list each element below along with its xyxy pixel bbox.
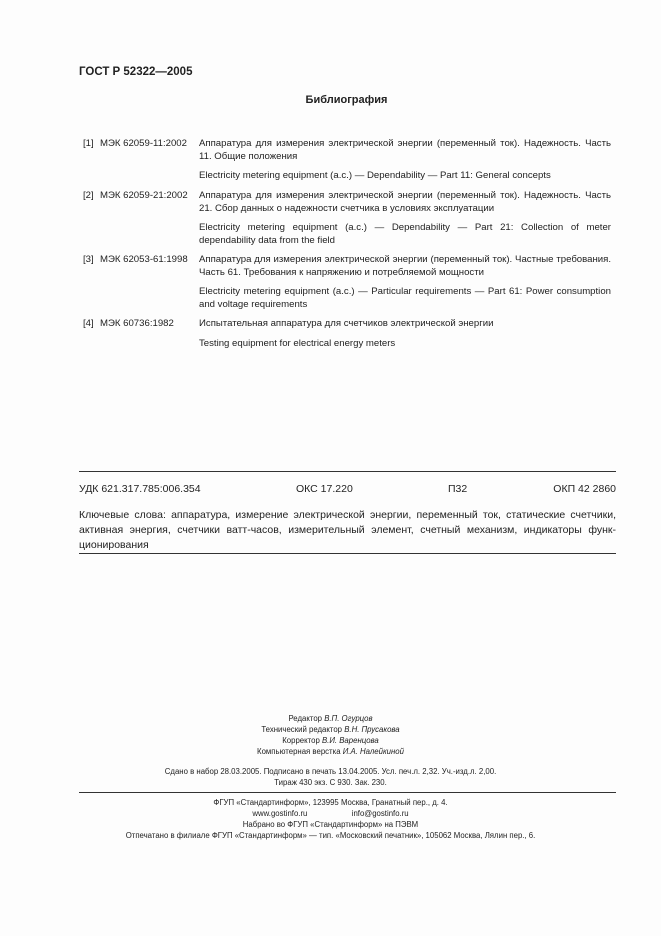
entry-title-en: Electricity metering equipment (a.c.) — Dependability — Part 11: General concepts	[199, 170, 551, 181]
publisher-contacts	[0, 808, 661, 819]
oks-code: ОКС 17.220	[296, 483, 353, 495]
divider-top	[79, 471, 616, 472]
entry-standard-code: МЭК 62059-21:2002	[100, 190, 188, 201]
publisher-website: www.gostinfo.ru	[252, 809, 308, 818]
bibliography-entry	[83, 254, 611, 311]
bibliography-title: Библиография	[305, 94, 388, 106]
entry-number: [4]	[83, 318, 94, 329]
entry-standard-code: МЭК 60736:1982	[100, 318, 174, 329]
staff-credits	[0, 713, 661, 757]
entry-title-en: Testing equipment for electrical energy meters	[199, 337, 396, 349]
publisher-email: info@gostinfo.ru	[351, 809, 409, 818]
group-code: П32	[448, 483, 468, 495]
staff-line: Редактор В.П. Огурцов	[288, 714, 373, 723]
entry-standard-code: МЭК 62053-61:1998	[100, 254, 188, 265]
staff-line: Корректор В.И. Варенцова	[282, 736, 379, 745]
entry-title-ru: Испытательная аппаратура для счетчиков электрической энергии	[199, 318, 494, 329]
entry-number: [2]	[83, 190, 94, 201]
staff-line: Компьютерная верстка И.А. Налейкиной	[257, 747, 404, 756]
entry-standard-code: МЭК 62059-11:2002	[100, 138, 187, 149]
publisher-address: ФГУП «Стандартинформ», 123995 Москва, Гранатный пер., д. 4.	[213, 798, 448, 807]
entry-number: [3]	[83, 254, 94, 265]
entry-title-en: Electricity metering equipment (a.c.) — Particular requirements — Part 61: Power consumption and voltage requirements	[199, 286, 611, 310]
udk-code: УДК 621.317.785:006.354	[79, 483, 201, 495]
print-info-line: Сдано в набор 28.03.2005. Подписано в печать 13.04.2005. Усл. печ.л. 2,32. Уч.-изд.л. 2,00.	[164, 767, 497, 776]
publisher-info	[0, 797, 661, 841]
entry-number: [1]	[83, 138, 94, 149]
document-code: ГОСТ Р 52322—2005	[79, 66, 193, 78]
staff-line: Технический редактор В.Н. Прусакова	[261, 725, 400, 734]
bibliography-entry	[83, 190, 611, 247]
publisher-typeset: Набрано во ФГУП «Стандартинформ» на ПЭВМ	[242, 820, 419, 829]
print-info-line: Тираж 430 экз. С 930. Зак. 230.	[274, 778, 387, 787]
entry-title-ru: Аппаратура для измерения электрической энергии (переменный ток). Надежность. Часть 21. Сбор данных о надежности счетчика в условиях эксплуатации	[199, 190, 611, 214]
okp-code: ОКП 42 2860	[553, 483, 616, 495]
entry-title-en: Electricity metering equipment (a.c.) — Dependability — Part 21: Collection of meter dependability data from the field	[199, 222, 611, 246]
print-info	[0, 766, 661, 788]
publisher-printed: Отпечатано в филиале ФГУП «Стандартинформ» — тип. «Московский печатник», 105062 Москва, Лялин пер., 6.	[125, 831, 536, 840]
entry-title-ru: Аппаратура для измерения электрической энергии (переменный ток). Надежность. Часть 11. Общие положения	[199, 138, 611, 162]
bibliography-entry	[83, 138, 611, 183]
keywords: Ключевые слова: аппаратура, измерение электрической энергии, переменный ток, статические счетчики, активная энергия, счетчики ватт-часов, измерительный элемент, счетный механизм, индикаторы функ-ционирования	[79, 509, 616, 551]
bibliography-entry	[83, 318, 611, 350]
divider-keywords	[79, 553, 616, 554]
divider-publisher	[79, 792, 616, 793]
entry-title-ru: Аппаратура для измерения электрической энергии (переменный ток). Частные требования. Часть 61. Требования к напряжению и потребляемой мощности	[199, 254, 611, 278]
